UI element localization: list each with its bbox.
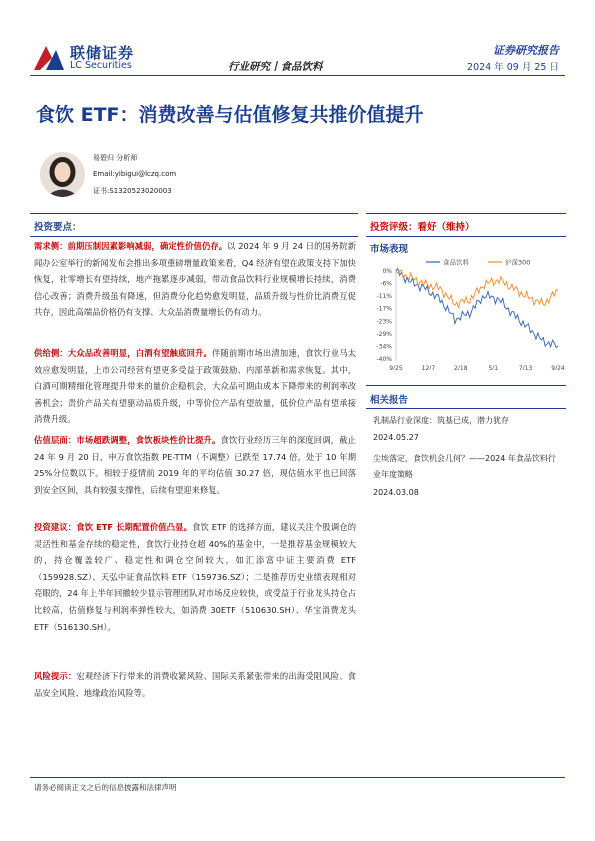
- x-tick-label: 5/1: [488, 365, 499, 370]
- related-report-date: 2024.03.08: [373, 488, 419, 497]
- header-report-type: 证券研究报告: [493, 44, 559, 57]
- paragraph-text: 食饮 ETF 的选择方面，建议关注个股调仓的灵活性和基金存续的稳定性，食饮行业持仓超 40%的基金中，一是推荐基金规模较大的，持仓覆盖较广、稳定性和调仓空间较大，如汇添富中证主要消费 ETF（159928.SZ）、天弘中证食品饮料 ETF（159736.SZ）；二是推荐历史业绩表现相对亮眼的，24 年上半年回撤较少显示管理团队对市场反应较快，或受益于行业龙头持仓占比较高，估值修复与利润率弹性较大，如消费 30ETF（510630.SH）、华宝消费龙头 ETF（516130.SH）。: [34, 522, 356, 632]
- y-tick-label: 0%: [382, 268, 392, 275]
- summary-paragraph-supply: [34, 345, 356, 428]
- paragraph-text: 食饮行业经历三年的深度回调，截止 24 年 9 月 20 日，申万食饮指数 PE-TTM（不调整）已跌至 17.74 倍，处于 10 年期 25%分位数以下。相较于疫情前 2019 年的平均估值 30.27 倍，现估值水平也已回落到安全区间，具有较强支撑性，后续有望迎来修复。: [34, 435, 356, 495]
- company-logo-icon: [32, 42, 66, 72]
- related-report-date: 2024.05.27: [373, 433, 419, 442]
- logo-name-en: LC Securities: [70, 60, 132, 71]
- left-heading-rule: [30, 236, 358, 237]
- summary-paragraph-demand: [34, 238, 356, 321]
- summary-paragraph-valuation: [34, 432, 356, 498]
- right-chart-rule: [366, 385, 566, 386]
- paragraph-key: 供给侧：大众品改善明显，白酒有望触底回升。: [34, 348, 213, 358]
- investment-rating: 投资评级：看好（维持）: [370, 222, 475, 233]
- paragraph-text: 以 2024 年 9 月 24 日的国务院新闻办公室举行的新闻发布会推出多项重磅增量政策来看，Q4 经济有望在政策支持下加快恢复，社零增长有望持续，地产拖累逐步减弱，带动食品饮料行业规模增长持续，消费信心改善；消费升级虽有降速，但消费分化趋势愈发明显，品质升级与性价比消费互促共存，因此高端品价格仍有支撑、大众品消费量增长仍有动力。: [34, 241, 356, 318]
- analyst-cert: 证书:S1320523020003: [93, 187, 172, 195]
- report-title: 食饮 ETF：消费改善与估值修复共推价值提升: [36, 104, 424, 126]
- y-tick-label: -6%: [380, 280, 392, 288]
- legend-label: 食品饮料: [443, 258, 469, 267]
- header-date: 2024 年 09 月 25 日: [467, 62, 559, 73]
- analyst-name: 易碧归 分析师: [93, 154, 138, 162]
- paragraph-key: 估值层面：市场超跌调整，食饮板块性价比提升。: [34, 435, 221, 445]
- footer-divider: [30, 777, 565, 778]
- footer-disclaimer: 请务必阅读正文之后的信息披露和法律声明: [34, 783, 177, 792]
- y-tick-label: -40%: [376, 356, 392, 363]
- summary-paragraph-risk: [34, 668, 356, 701]
- left-top-rule: [30, 213, 358, 214]
- x-tick-label: 7/13: [518, 365, 533, 370]
- x-tick-label: 9/25: [389, 365, 403, 370]
- x-tick-label: 9/24: [551, 365, 565, 370]
- analyst-email[interactable]: Email:yibigui@lczq.com: [93, 170, 177, 178]
- y-tick-label: -34%: [376, 343, 392, 351]
- paragraph-text: 伴随前期市场出清加速，食饮行业马太效应愈发明显，上市公司经营有望更多受益于政策鼓励、内部革新和需求恢复。其中，白酒可期精细化管理提升带来的量价企稳机会，大众品可期由成本下降带来的利润率改善机会；责价产品关有望驱动品质升级，中等价位产品有望放量，低价位产品有望承接消费升级。: [34, 348, 356, 425]
- x-tick-label: 12/7: [421, 365, 436, 370]
- y-tick-label: -29%: [376, 330, 392, 338]
- market-performance-title: 市场表现: [370, 244, 409, 255]
- y-tick-label: -23%: [376, 318, 392, 326]
- y-tick-label: -17%: [376, 305, 392, 313]
- right-rating-rule: [366, 236, 566, 237]
- market-performance-chart: [366, 255, 566, 370]
- related-reports-title: 相关报告: [370, 395, 409, 406]
- header-divider: [30, 75, 565, 76]
- right-related-rule: [366, 408, 566, 409]
- summary-paragraph-advice: [34, 519, 356, 635]
- related-report-title[interactable]: 乳制品行业深度：筑基已成，潜力犹存: [373, 416, 509, 425]
- paragraph-text: 宏观经济下行带来的消费收紧风险、国际关系紧张带来的出海受阻风险、食品安全风险、地缘政治风险等。: [34, 671, 356, 698]
- header-category: 行业研究丨食品饮料: [228, 61, 323, 73]
- x-tick-label: 2/18: [454, 365, 468, 370]
- logo-name-cn: 联储证券: [70, 44, 135, 62]
- related-report-title[interactable]: 尘埃落定，食饮机会几何？——2024 年食品饮料行业年度策略: [373, 454, 556, 479]
- paragraph-key: 投资建议：食饮 ETF 长期配置价值凸显。: [34, 522, 193, 532]
- legend-label: 沪深300: [505, 258, 531, 267]
- series-line-food-beverage: [396, 268, 558, 347]
- paragraph-key: 风险提示：: [34, 671, 77, 681]
- summary-heading: 投资要点：: [34, 222, 82, 233]
- paragraph-key: 需求侧：前期压制因素影响减弱，确定性价值仍存。: [34, 241, 228, 251]
- y-tick-label: -11%: [376, 293, 392, 301]
- right-top-rule: [366, 213, 566, 214]
- analyst-avatar: [40, 152, 85, 197]
